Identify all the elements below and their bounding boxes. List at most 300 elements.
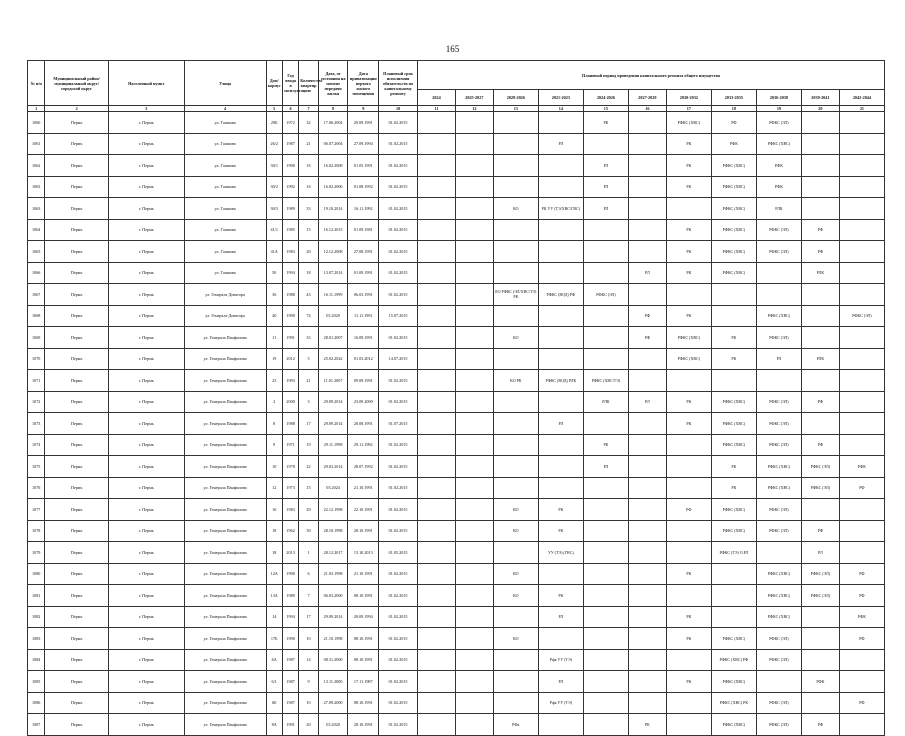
cell-house: 14 [266, 606, 282, 628]
cell-privatization-date: 01.03.2012 [348, 348, 379, 370]
cell-plan [418, 585, 456, 607]
cell-apartments: 21 [299, 370, 318, 392]
cell-plan [418, 370, 456, 392]
cell-plan [801, 692, 839, 714]
cell-house: 13А [266, 585, 282, 607]
cell-apartments: 21 [299, 133, 318, 155]
cell-plan: РК [538, 499, 583, 521]
cell-street: ул. Генерала Панфилова [184, 391, 266, 413]
cell-municipality: Пермь [45, 434, 108, 456]
cell-num: 1087 [28, 714, 45, 736]
cell-restore-date: 27.09.2000 [318, 692, 348, 714]
cell-plan [801, 284, 839, 306]
cell-house: 40 [266, 305, 282, 327]
cell-obligation-term: 15.07.2015 [379, 305, 418, 327]
cell-obligation-term: 01.02.2015 [379, 477, 418, 499]
header-num: № п/п [28, 61, 45, 106]
cell-year: 1988 [282, 413, 298, 435]
cell-plan [839, 262, 884, 284]
cell-plan [801, 649, 839, 671]
table-row [28, 542, 885, 564]
cell-plan [455, 133, 493, 155]
cell-plan: РЛ [583, 456, 628, 478]
table-row [28, 499, 885, 521]
cell-house: 30/2 [266, 176, 282, 198]
table-row [28, 434, 885, 456]
cell-plan [455, 477, 493, 499]
cell-plan [493, 112, 538, 134]
cell-plan: РФ [839, 477, 884, 499]
header-column-number: 8 [318, 106, 348, 112]
cell-plan [538, 155, 583, 177]
cell-num: 1063 [28, 176, 45, 198]
capital-repair-table [27, 60, 885, 736]
cell-municipality: Пермь [45, 585, 108, 607]
cell-plan: РК [538, 585, 583, 607]
cell-restore-date: 19.10.2014 [318, 198, 348, 220]
cell-plan [801, 413, 839, 435]
cell-year: 1973 [282, 477, 298, 499]
table-row [28, 714, 885, 736]
cell-plan: РК [711, 348, 756, 370]
cell-privatization-date: 17.11.1987 [348, 671, 379, 693]
cell-num: 1082 [28, 606, 45, 628]
cell-house: 11 [266, 327, 282, 349]
cell-street: ул. Гашкова [184, 155, 266, 177]
cell-apartments: 19 [299, 434, 318, 456]
cell-restore-date: 13.07.2014 [318, 262, 348, 284]
cell-num: 1080 [28, 563, 45, 585]
cell-settlement: г. Пермь [108, 305, 184, 327]
cell-plan [628, 692, 666, 714]
cell-settlement: г. Пермь [108, 176, 184, 198]
cell-plan: КО [493, 327, 538, 349]
table-row [28, 262, 885, 284]
cell-num: 1061 [28, 133, 45, 155]
cell-plan [493, 133, 538, 155]
cell-num: 1062 [28, 155, 45, 177]
cell-plan: РК [666, 563, 711, 585]
cell-restore-date: 06.07.2004 [318, 133, 348, 155]
cell-obligation-term: 01.02.2015 [379, 391, 418, 413]
cell-num: 1065 [28, 241, 45, 263]
cell-apartments: 30 [299, 520, 318, 542]
cell-obligation-term: 01.02.2015 [379, 262, 418, 284]
cell-plan: РФ [839, 585, 884, 607]
header-column-number: 15 [583, 106, 628, 112]
cell-plan [801, 133, 839, 155]
cell-restore-date: 11.01.2007 [318, 370, 348, 392]
cell-plan: РФКС (ХВС) [711, 628, 756, 650]
cell-num: 1070 [28, 348, 45, 370]
cell-plan [666, 714, 711, 736]
cell-year: 1987 [282, 133, 298, 155]
cell-plan [711, 606, 756, 628]
cell-plan [493, 155, 538, 177]
cell-settlement: г. Пермь [108, 348, 184, 370]
cell-plan [455, 391, 493, 413]
cell-restore-date: 13.11.2000 [318, 671, 348, 693]
cell-num: 1069 [28, 327, 45, 349]
cell-plan [583, 563, 628, 585]
cell-plan [583, 305, 628, 327]
cell-plan: РЛК [756, 198, 801, 220]
cell-plan [538, 305, 583, 327]
cell-plan: РФКС (ХВС) [711, 155, 756, 177]
cell-plan [839, 649, 884, 671]
cell-plan [418, 714, 456, 736]
cell-house: 23 [266, 370, 282, 392]
cell-plan [628, 606, 666, 628]
cell-street: ул. Генерала Доватора [184, 284, 266, 306]
table-row [28, 477, 885, 499]
cell-settlement: г. Пермь [108, 606, 184, 628]
cell-year: 1994 [282, 262, 298, 284]
cell-municipality: Пермь [45, 671, 108, 693]
cell-plan [455, 499, 493, 521]
cell-settlement: г. Пермь [108, 585, 184, 607]
cell-plan: РФКС (ЭЛ) [756, 499, 801, 521]
table-row [28, 241, 885, 263]
cell-municipality: Пермь [45, 520, 108, 542]
cell-plan [839, 348, 884, 370]
cell-apartments: 43 [299, 284, 318, 306]
cell-plan [628, 671, 666, 693]
cell-privatization-date: 21.10.1991 [348, 563, 379, 585]
cell-num: 1060 [28, 112, 45, 134]
cell-plan: РФК [839, 456, 884, 478]
cell-plan [666, 198, 711, 220]
cell-plan: РФКС (ВОД) РФ [538, 284, 583, 306]
cell-plan [801, 176, 839, 198]
cell-plan: РФКС (ХВС) [756, 606, 801, 628]
cell-settlement: г. Пермь [108, 370, 184, 392]
cell-apartments: 10 [299, 692, 318, 714]
cell-year: 1978 [282, 456, 298, 478]
cell-plan: РФК [839, 606, 884, 628]
cell-settlement: г. Пермь [108, 456, 184, 478]
cell-plan: РФ [628, 327, 666, 349]
cell-plan [666, 456, 711, 478]
cell-obligation-term: 01.02.2015 [379, 133, 418, 155]
cell-house: 19 [266, 348, 282, 370]
cell-house: 17Б [266, 628, 282, 650]
table-row [28, 456, 885, 478]
cell-apartments: 17 [299, 606, 318, 628]
cell-plan [583, 477, 628, 499]
cell-settlement: г. Пермь [108, 262, 184, 284]
cell-municipality: Пермь [45, 241, 108, 263]
cell-plan: КО [493, 198, 538, 220]
cell-settlement: г. Пермь [108, 391, 184, 413]
cell-plan: РК [711, 477, 756, 499]
cell-plan: РФКС (ХВС) [711, 520, 756, 542]
cell-settlement: г. Пермь [108, 692, 184, 714]
cell-plan [493, 542, 538, 564]
cell-plan: Рфк УУ (ТЭ) [538, 649, 583, 671]
cell-plan [628, 434, 666, 456]
cell-plan: РК [666, 413, 711, 435]
cell-plan: РФ [801, 391, 839, 413]
cell-restore-date: 03.2020 [318, 714, 348, 736]
cell-plan [583, 348, 628, 370]
cell-year: 2013 [282, 542, 298, 564]
cell-privatization-date: 01.05.1991 [348, 155, 379, 177]
header-column-number: 12 [455, 106, 493, 112]
cell-num: 1063 [28, 198, 45, 220]
cell-settlement: г. Пермь [108, 327, 184, 349]
cell-plan [538, 219, 583, 241]
cell-plan [628, 585, 666, 607]
cell-privatization-date: 28.10.1991 [348, 520, 379, 542]
cell-plan: РК [666, 262, 711, 284]
cell-restore-date: 28.10.1998 [318, 520, 348, 542]
cell-plan [666, 370, 711, 392]
cell-plan [666, 542, 711, 564]
cell-house: 12 [266, 477, 282, 499]
cell-restore-date: 25.02.2022 [318, 348, 348, 370]
cell-plan [538, 348, 583, 370]
cell-street: ул. Гашкова [184, 112, 266, 134]
cell-plan [538, 262, 583, 284]
header-column-number: 9 [348, 106, 379, 112]
cell-plan [839, 413, 884, 435]
cell-plan [628, 133, 666, 155]
cell-plan: РФКС (ХВС) [756, 305, 801, 327]
cell-municipality: Пермь [45, 542, 108, 564]
cell-plan: РФКС (ХВС) [711, 391, 756, 413]
cell-num: 1074 [28, 434, 45, 456]
header-column-number: 16 [628, 106, 666, 112]
cell-apartments: 20 [299, 714, 318, 736]
cell-plan [493, 649, 538, 671]
cell-privatization-date: 06.03.1991 [348, 284, 379, 306]
header-apartments: Количество квартир [299, 61, 318, 106]
cell-apartments: 74 [299, 305, 318, 327]
cell-num: 1079 [28, 542, 45, 564]
cell-plan [418, 284, 456, 306]
cell-house: 6Б [266, 692, 282, 714]
cell-apartments: 6 [299, 563, 318, 585]
cell-plan [839, 434, 884, 456]
cell-plan [583, 714, 628, 736]
cell-settlement: г. Пермь [108, 499, 184, 521]
cell-plan [538, 456, 583, 478]
cell-privatization-date: 16.11.1992 [348, 198, 379, 220]
cell-plan [418, 133, 456, 155]
cell-street: ул. Генерала Панфилова [184, 714, 266, 736]
cell-settlement: г. Пермь [108, 714, 184, 736]
cell-plan: РФКС (ЭЛ) [756, 391, 801, 413]
cell-obligation-term: 01.02.2015 [379, 219, 418, 241]
cell-house: 26/2 [266, 133, 282, 155]
cell-municipality: Пермь [45, 327, 108, 349]
cell-plan: РФКС (ХВС) РФ [711, 649, 756, 671]
header-period: 2024-2026 [583, 90, 628, 106]
cell-obligation-term: 01.02.2015 [379, 499, 418, 521]
cell-plan [493, 671, 538, 693]
cell-municipality: Пермь [45, 262, 108, 284]
cell-plan: РФКС (ХВС) [711, 198, 756, 220]
cell-num: 1072 [28, 391, 45, 413]
cell-plan: РФ [628, 305, 666, 327]
cell-year: 1991 [282, 327, 298, 349]
cell-restore-date: 12.12.2008 [318, 241, 348, 263]
header-column-number: 1 [28, 106, 45, 112]
cell-street: ул. Генерала Панфилова [184, 671, 266, 693]
cell-plan: УУ (ТЭ) (ГВС) [538, 542, 583, 564]
cell-apartments: 3 [299, 391, 318, 413]
cell-plan: РФКС (ХВС) [756, 477, 801, 499]
cell-year: 1985 [282, 219, 298, 241]
cell-plan: КО [493, 585, 538, 607]
cell-plan: РК [666, 133, 711, 155]
header-period: 2036-2038 [756, 90, 801, 106]
header-period: 2021-2023 [538, 90, 583, 106]
cell-plan [583, 585, 628, 607]
cell-plan [666, 585, 711, 607]
cell-plan: РЛ [583, 198, 628, 220]
cell-num: 1081 [28, 585, 45, 607]
header-settlement: Населенный пункт [108, 61, 184, 106]
cell-plan: РК [583, 434, 628, 456]
cell-plan [628, 563, 666, 585]
cell-plan: РК [666, 305, 711, 327]
cell-plan [418, 671, 456, 693]
cell-plan: РФ [666, 499, 711, 521]
cell-settlement: г. Пермь [108, 542, 184, 564]
cell-plan [583, 327, 628, 349]
cell-plan [756, 542, 801, 564]
cell-plan [455, 628, 493, 650]
cell-house: 10 [266, 456, 282, 478]
cell-plan [628, 542, 666, 564]
header-year-built: Год ввода в эксплуатацию [282, 61, 298, 106]
cell-street: ул. Гашкова [184, 219, 266, 241]
cell-plan [493, 434, 538, 456]
cell-plan [455, 241, 493, 263]
cell-plan [418, 198, 456, 220]
cell-plan [493, 219, 538, 241]
cell-municipality: Пермь [45, 176, 108, 198]
cell-plan [455, 563, 493, 585]
cell-plan [628, 112, 666, 134]
cell-municipality: Пермь [45, 606, 108, 628]
cell-plan: РК [583, 112, 628, 134]
cell-num: 1084 [28, 649, 45, 671]
cell-plan [455, 176, 493, 198]
cell-municipality: Пермь [45, 563, 108, 585]
table-row [28, 413, 885, 435]
cell-plan [583, 262, 628, 284]
header-column-number: 21 [839, 106, 884, 112]
header-column-number: 10 [379, 106, 418, 112]
cell-obligation-term: 01.02.2015 [379, 327, 418, 349]
cell-plan [583, 692, 628, 714]
cell-plan [583, 219, 628, 241]
cell-plan [538, 434, 583, 456]
cell-plan [839, 241, 884, 263]
cell-plan: РФКС (ХВС) [666, 327, 711, 349]
cell-plan [628, 241, 666, 263]
cell-plan [839, 520, 884, 542]
cell-plan [583, 499, 628, 521]
cell-year: 1989 [282, 585, 298, 607]
cell-plan: РФКС (ЭЛ) [801, 477, 839, 499]
cell-municipality: Пермь [45, 714, 108, 736]
cell-plan [418, 348, 456, 370]
cell-plan [455, 327, 493, 349]
cell-privatization-date: 11.11.1991 [348, 305, 379, 327]
cell-plan [418, 499, 456, 521]
cell-street: ул. Гашкова [184, 176, 266, 198]
cell-restore-date: 29.09.2014 [318, 606, 348, 628]
cell-privatization-date: 08.10.1991 [348, 585, 379, 607]
table-row [28, 606, 885, 628]
header-column-number: 7 [299, 106, 318, 112]
cell-apartments: 33 [299, 198, 318, 220]
cell-municipality: Пермь [45, 198, 108, 220]
cell-plan [801, 112, 839, 134]
cell-apartments: 9 [299, 671, 318, 693]
cell-plan: РФКС (ЭЛ) [801, 456, 839, 478]
cell-apartments: 14 [299, 649, 318, 671]
cell-plan [583, 671, 628, 693]
cell-plan [493, 606, 538, 628]
cell-privatization-date: 08.10.1991 [348, 649, 379, 671]
cell-obligation-term: 01.02.2015 [379, 434, 418, 456]
cell-num: 1068 [28, 305, 45, 327]
cell-obligation-term: 01.02.2015 [379, 692, 418, 714]
cell-municipality: Пермь [45, 628, 108, 650]
cell-plan: РФКС (ХВС) [711, 176, 756, 198]
cell-year: 1983 [282, 241, 298, 263]
cell-privatization-date: 09.09.1991 [348, 370, 379, 392]
header-period: 2042-2044 [839, 90, 884, 106]
cell-plan [493, 305, 538, 327]
cell-restore-date: 06.03.2000 [318, 585, 348, 607]
cell-municipality: Пермь [45, 348, 108, 370]
cell-plan [666, 284, 711, 306]
cell-plan [455, 305, 493, 327]
cell-plan: РФК [756, 176, 801, 198]
cell-plan: РФКС (ЭЛ) [801, 563, 839, 585]
cell-plan: РФ [801, 219, 839, 241]
header-restore-date: Дата, от состояния на момент передачи жилья [318, 61, 348, 106]
cell-plan: РФк [493, 714, 538, 736]
cell-privatization-date: 29.09.1991 [348, 112, 379, 134]
cell-plan [418, 391, 456, 413]
cell-plan [455, 456, 493, 478]
cell-apartments: 32 [299, 112, 318, 134]
cell-plan [493, 477, 538, 499]
cell-plan: РК [628, 714, 666, 736]
cell-plan: РФ [839, 563, 884, 585]
cell-plan: РК [666, 606, 711, 628]
cell-year: 1962 [282, 520, 298, 542]
cell-plan: РФКС (ЭЛ) [756, 241, 801, 263]
cell-plan [628, 176, 666, 198]
cell-plan [628, 456, 666, 478]
cell-privatization-date: 16.09.1991 [348, 327, 379, 349]
cell-plan [538, 391, 583, 413]
cell-municipality: Пермь [45, 133, 108, 155]
table-row [28, 284, 885, 306]
cell-plan [801, 155, 839, 177]
cell-plan: РФКС (ТЭ) О.РЛ [711, 542, 756, 564]
cell-plan [538, 563, 583, 585]
cell-restore-date: 21.10.1998 [318, 628, 348, 650]
